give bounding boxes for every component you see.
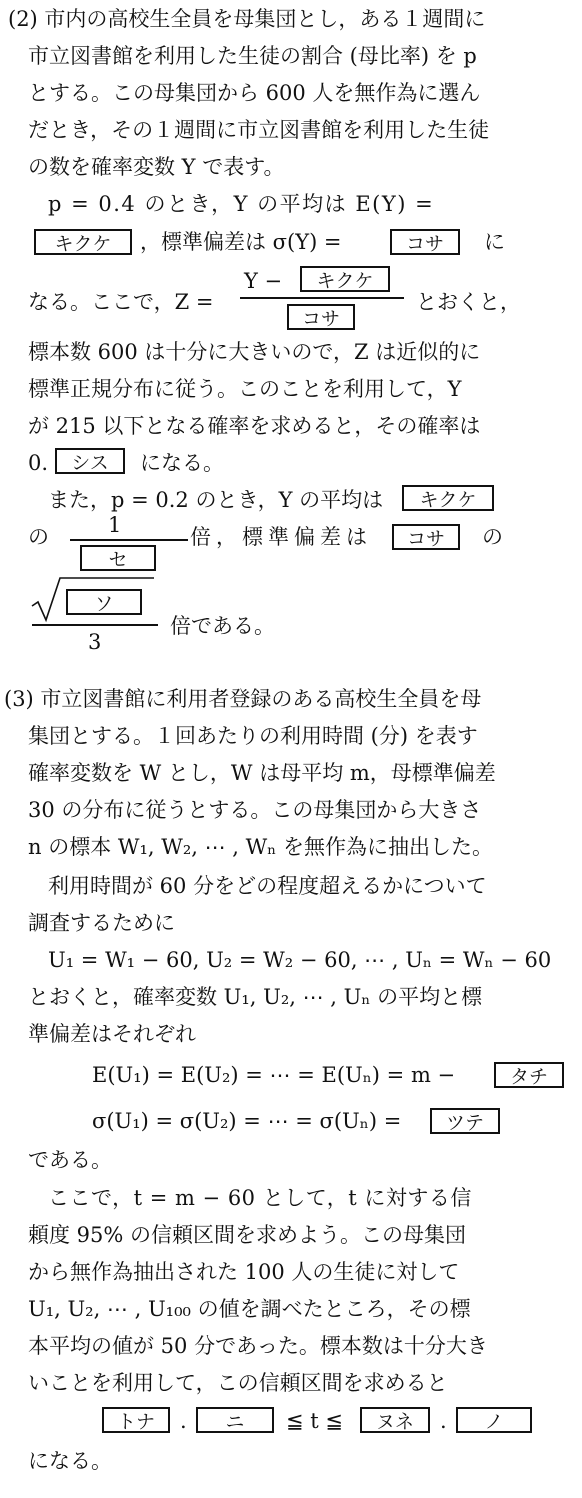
p2-line-14-no: の (28, 525, 49, 549)
p2-line-9: 標本数 600 は十分に大きいので，Z は近似的に (28, 340, 481, 364)
p3-eq-mean: E(U₁) = E(U₂) = ⋯ = E(Uₙ) = m − (92, 1063, 456, 1087)
p2-line-2: 市立図書館を利用した生徒の割合 (母比率) を p (28, 44, 477, 68)
fraction-one: 1 (108, 513, 122, 537)
p3-eq-stddev: σ(U₁) = σ(U₂) = ⋯ = σ(Uₙ) = (92, 1109, 402, 1133)
fraction-bar-3 (32, 624, 158, 626)
answer-box-kikuke-frac[interactable]: キクケ (300, 266, 390, 292)
p3-line-3: 確率変数を W とし，W は母平均 m，母標準偏差 (28, 761, 496, 785)
p3-line-16: いことを利用して，この信頼区間を求めると (28, 1371, 448, 1395)
p2-line-12-zero: 0. (28, 451, 49, 475)
decimal-point-1: . (180, 1409, 187, 1433)
p3-line-2: 集団とする。１回あたりの利用時間 (分) を表す (28, 724, 478, 748)
p3-line-11: ここで，t = m − 60 として，t に対する信 (48, 1186, 472, 1210)
p2-line-13: また，p = 0.2 のとき，Y の平均は (48, 488, 384, 512)
fraction-bar-2 (70, 539, 188, 541)
answer-box-ni[interactable]: ニ (196, 1407, 274, 1433)
answer-box-kosa-2[interactable]: コサ (392, 524, 460, 550)
p3-line-12: 頼度 95% の信頼区間を求めよう。この母集団 (28, 1223, 467, 1247)
answer-box-kikuke[interactable]: キクケ (34, 229, 132, 255)
p3-line-5: n の標本 W₁, W₂, ⋯ , Wₙ を無作為に抽出した。 (28, 835, 493, 859)
p2-line-14-bai: 倍，標準偏差は (190, 525, 372, 549)
answer-box-nune[interactable]: ヌネ (360, 1407, 430, 1433)
p3-line-8-U-def: U₁ = W₁ − 60, U₂ = W₂ − 60, ⋯ , Uₙ = Wₙ − 60 (48, 948, 552, 972)
p2-line-6: p = 0.4 のとき，Y の平均は E(Y) = (48, 192, 435, 216)
p3-line-9: とおくと，確率変数 U₁, U₂, ⋯ , Uₙ の平均と標 (28, 985, 483, 1009)
answer-box-se[interactable]: セ (80, 545, 156, 571)
fraction-numerator-text: Y − (244, 269, 283, 293)
answer-box-so[interactable]: ソ (66, 589, 142, 615)
p3-line-6: 利用時間が 60 分をどの程度超えるかについて (48, 874, 487, 898)
p2-line-1: (2) 市内の高校生全員を母集団とし，ある１週間に (8, 7, 486, 31)
p2-line-7-stddev: ，標準偏差は σ(Y) = (140, 230, 342, 254)
p3-line-10: 準偏差はそれぞれ (28, 1022, 196, 1046)
p2-line-3: とする。この母集団から 600 人を無作為に選ん (28, 81, 481, 105)
fraction-bar (240, 297, 404, 299)
answer-box-no[interactable]: ノ (456, 1407, 532, 1433)
answer-box-tachi[interactable]: タチ (494, 1062, 564, 1088)
p2-line-15: 倍である。 (170, 614, 275, 638)
p3-line-13: から無作為抽出された 100 人の生徒に対して (28, 1260, 460, 1284)
inequality: ≦ t ≦ (286, 1409, 343, 1433)
p2-line-5: の数を確率変数 Y で表す。 (28, 155, 285, 179)
p3-line-1: (3) 市立図書館に利用者登録のある高校生全員を母 (4, 687, 482, 711)
decimal-point-2: . (440, 1409, 447, 1433)
p2-line-11: が 215 以下となる確率を求めると，その確率は (28, 414, 481, 438)
p2-line-8: なる。ここで，Z = (28, 290, 214, 314)
answer-box-kosa-frac[interactable]: コサ (287, 304, 355, 330)
p3-line-4: 30 の分布に従うとする。この母集団から大きさ (28, 798, 482, 822)
p2-line-12-naru: になる。 (140, 451, 224, 475)
p3-line-7: 調査するために (28, 911, 175, 935)
p2-line-10: 標準正規分布に従う。このことを利用して，Y (28, 377, 462, 401)
p3-line-15: 本平均の値が 50 分であった。標本数は十分大き (28, 1334, 488, 1358)
p2-line-8-oku: とおくと， (416, 290, 521, 314)
p2-line-4: だとき，その１週間に市立図書館を利用した生徒 (28, 118, 490, 142)
p3-line-14: U₁, U₂, ⋯ , U₁₀₀ の値を調べたところ，その標 (28, 1297, 471, 1321)
p2-line-7-ni: に (484, 230, 505, 254)
answer-box-kikuke-2[interactable]: キクケ (402, 485, 494, 511)
answer-box-tona[interactable]: トナ (102, 1407, 170, 1433)
p3-line-last: になる。 (28, 1449, 112, 1473)
fraction-three: 3 (88, 630, 102, 654)
answer-box-kosa[interactable]: コサ (390, 229, 460, 255)
p3-line-dearu: である。 (28, 1148, 112, 1172)
answer-box-shisu[interactable]: シス (55, 448, 125, 474)
p2-line-14-no2: の (482, 525, 503, 549)
answer-box-tsute[interactable]: ツテ (430, 1108, 500, 1134)
